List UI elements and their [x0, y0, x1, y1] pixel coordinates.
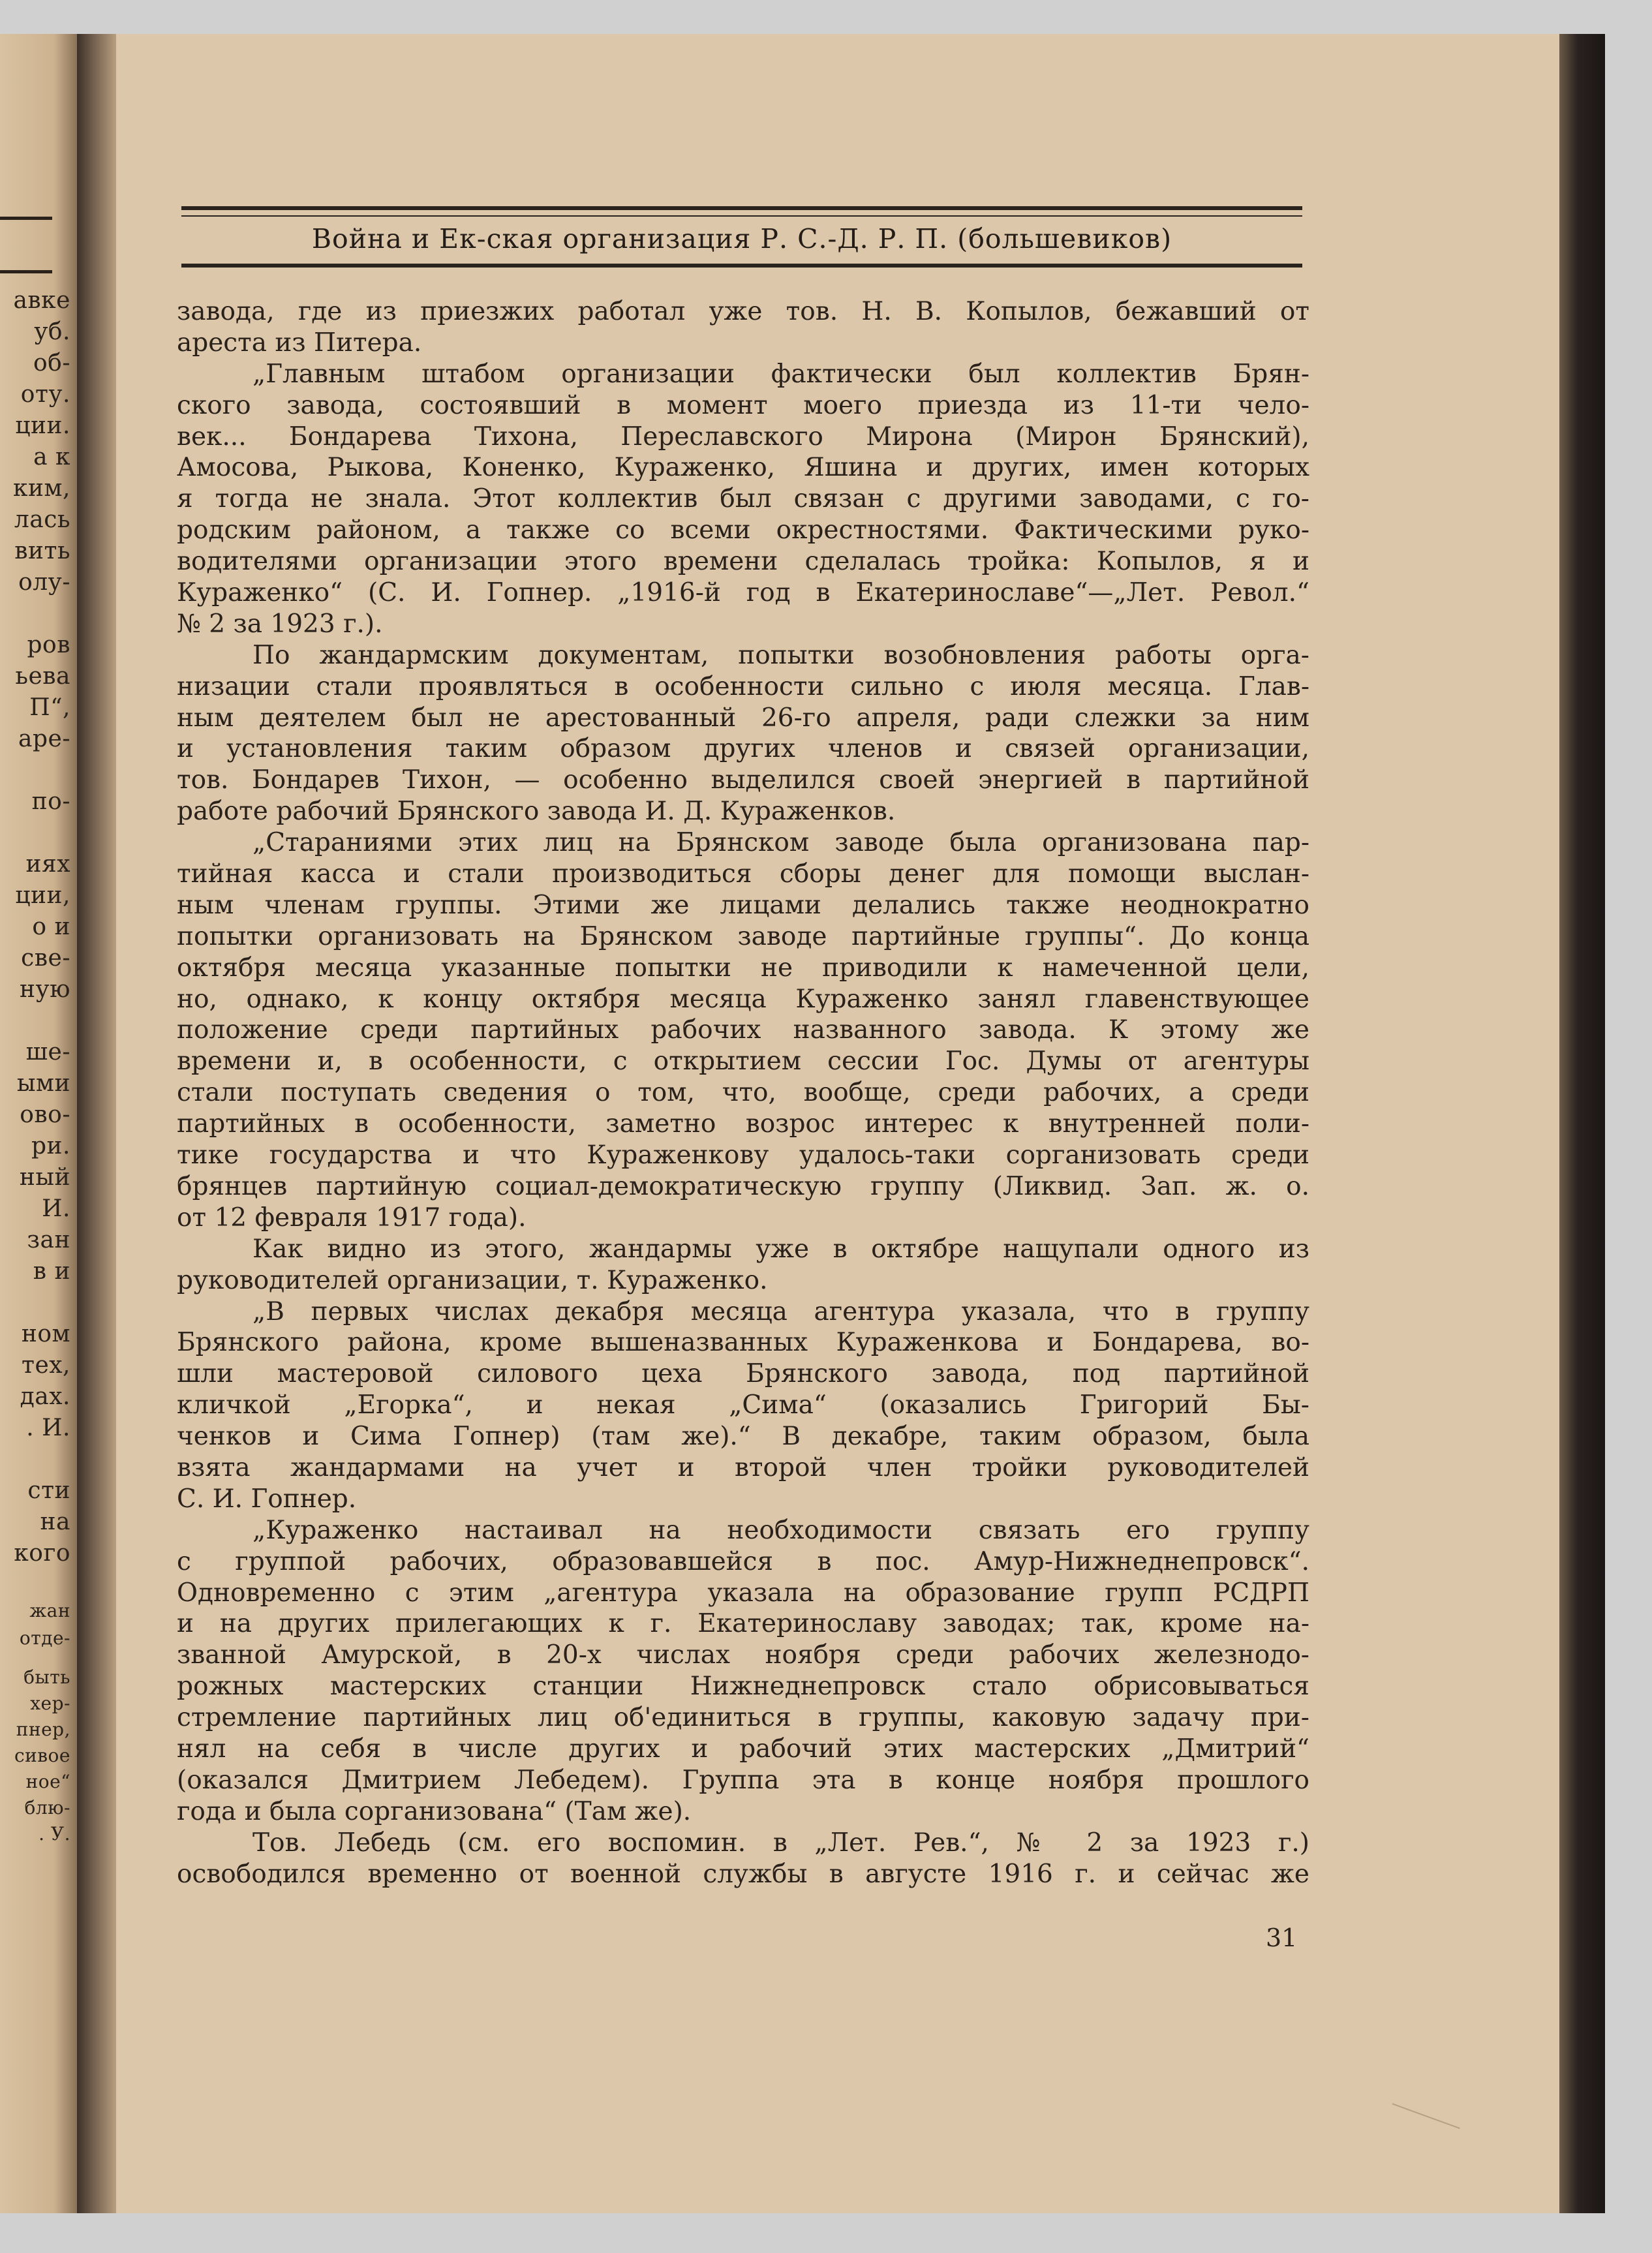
text-line: ского завода, состоявший в момент моего приезда из 11-ти чело- [177, 390, 1309, 420]
left-page-fragment: све- [21, 945, 70, 972]
text-line: рожных мастерских станции Нижнеднепровск стало обрисовываться [177, 1672, 1309, 1702]
text-line: шли мастеровой силового цеха Брянского завода, под партийной [177, 1359, 1309, 1389]
text-line: тике государства и что Кураженкову удалось-таки сорганизовать среди [177, 1141, 1309, 1171]
header-rule-bottom [181, 264, 1302, 268]
left-page-fragment: блю- [24, 1797, 70, 1818]
left-page-fragment: о и [32, 913, 70, 940]
left-page-fragment: быть [23, 1666, 70, 1688]
page [116, 34, 1559, 2213]
text-line: Кураженко“ (С. И. Гопнер. „1916-й год в Екатеринославе“—„Лет. Револ.“ [177, 578, 1309, 608]
text-line: завода, где из приезжих работал уже тов. Н. В. Копылов, бежавший от [177, 297, 1309, 326]
left-page-fragment: ше- [25, 1039, 70, 1065]
text-line: с группой рабочих, образовавшейся в пос. Амур-Нижнеднепровск“. [177, 1546, 1309, 1576]
left-page-fragment: олу- [18, 569, 70, 596]
left-page-fragment: . У. [38, 1823, 70, 1845]
left-page-fragment: вить [14, 538, 70, 564]
left-page-fragment: об- [33, 350, 70, 376]
header-rule-top [181, 206, 1302, 210]
left-page-fragment: пнер, [16, 1719, 70, 1740]
text-line: родским районом, а также со всеми окрестностями. Фактическими руко- [177, 515, 1309, 545]
text-line: век... Бондарева Тихона, Переславского Мирона (Мирон Брянский), [177, 421, 1309, 452]
text-line: тов. Бондарев Тихон, — особенно выделился своей энергией в партийной [177, 765, 1309, 795]
text-line: низации стали проявляться в особенности сильно с июля месяца. Глав- [177, 671, 1309, 701]
left-page-fragment: дах. [20, 1383, 70, 1410]
text-line: брянцев партийную социал-демократическую группу (Ликвид. Зап. ж. о. [177, 1171, 1309, 1201]
left-page-rule-bottom [0, 270, 52, 273]
left-page-fragment: оту. [20, 381, 70, 408]
text-line: водителями организации этого времени сделалась тройка: Копылов, я и [177, 547, 1309, 577]
text-line: званной Амурской, в 20-х числах ноября среди рабочих железнодо- [177, 1640, 1309, 1670]
text-line: ареста из Питера. [177, 328, 422, 358]
text-line: освободился временно от военной службы в августе 1916 г. и сейчас же [177, 1859, 1309, 1889]
text-line: „В первых числах декабря месяца агентура указала, что в группу [252, 1296, 1309, 1326]
left-page-fragment: ное“ [25, 1771, 70, 1792]
text-line: работе рабочий Брянского завода И. Д. Кураженков. [177, 797, 896, 827]
text-line: „Главным штабом организации фактически был коллектив Брян- [252, 359, 1309, 389]
text-line: Одновременно с этим „агентура указала на образование групп РСДРП [177, 1578, 1309, 1608]
text-line: стали поступать сведения о том, что, вообще, среди рабочих, а среди [177, 1078, 1309, 1108]
text-line: (оказался Дмитрием Лебедем). Группа эта в конце ноября прошлого [177, 1765, 1309, 1795]
text-line: Как видно из этого, жандармы уже в октябре нащупали одного из [252, 1234, 1309, 1264]
text-line: от 12 февраля 1917 года). [177, 1203, 527, 1233]
text-line: „Кураженко настаивал на необходимости связать его группу [252, 1515, 1309, 1545]
left-page-fragment: ьева [15, 663, 70, 690]
text-line: № 2 за 1923 г.). [177, 609, 383, 639]
left-page-fragment: уб. [34, 318, 70, 345]
text-line: и на других прилегающих к г. Екатеринославу заводах; так, кроме на- [177, 1609, 1309, 1639]
text-line: нял на себя в числе других и рабочий этих мастерских „Дмитрий“ [177, 1734, 1309, 1764]
page-number: 31 [1266, 1923, 1298, 1952]
left-page-fragment: кого [14, 1540, 70, 1567]
text-line: ченков и Сима Гопнер) (там же).“ В декабре, таким образом, была [177, 1422, 1309, 1452]
left-page-fragment: И. [42, 1195, 70, 1222]
left-page-fragment: ким, [13, 475, 70, 502]
left-page-rule-top [0, 217, 52, 220]
left-page-fragment: на [40, 1509, 70, 1535]
left-page-fragment: авке [13, 287, 70, 314]
text-line: времени и, в особенности, с открытием сессии Гос. Думы от агентуры [177, 1047, 1309, 1077]
left-page-fragment: по- [31, 788, 70, 815]
left-page-fragment: ово- [20, 1101, 70, 1128]
left-page-fragment: хер- [30, 1693, 70, 1714]
text-line: тийная касса и стали производиться сборы денег для помощи выслан- [177, 859, 1309, 889]
left-page-fragment: ров [27, 632, 70, 658]
text-line: но, однако, к концу октября месяца Кураженко занял главенствующее [177, 984, 1309, 1014]
text-line: Брянского района, кроме вышеназванных Кураженкова и Бондарева, во- [177, 1328, 1309, 1358]
left-page-fragment: ции. [15, 412, 70, 439]
left-page-fragment: в и [33, 1258, 70, 1285]
left-page-fragment: П“, [29, 694, 70, 721]
left-page-fragment: жан [29, 1600, 70, 1621]
text-line: Амосова, Рыкова, Коненко, Кураженко, Яшина и других, имен которых [177, 453, 1309, 483]
text-line: я тогда не знала. Этот коллектив был связан с другими заводами, с го- [177, 484, 1309, 514]
text-line: руководителей организации, т. Кураженко. [177, 1265, 768, 1295]
left-facing-page [0, 34, 77, 2213]
left-page-fragment: ыми [16, 1070, 70, 1097]
text-line: и установления таким образом других членов и связей организации, [177, 734, 1309, 764]
text-line: попытки организовать на Брянском заводе партийные группы“. До конца [177, 921, 1309, 951]
text-line: „Стараниями этих лиц на Брянском заводе была организована пар- [252, 828, 1309, 858]
left-page-fragment: отде- [19, 1627, 70, 1649]
left-page-fragment: зан [27, 1227, 70, 1253]
left-page-fragment: ри. [31, 1133, 70, 1159]
left-page-fragment: а к [33, 444, 70, 470]
left-page-fragment: иях [25, 851, 70, 878]
text-line: По жандармским документам, попытки возобновления работы орга- [252, 640, 1309, 670]
text-line: ным деятелем был не арестованный 26-го апреля, ради слежки за ним [177, 703, 1309, 733]
text-line: стремление партийных лиц об'единиться в группы, каковую задачу при- [177, 1703, 1309, 1733]
left-page-fragment: ную [19, 976, 70, 1003]
left-page-fragment: сти [27, 1477, 70, 1504]
text-line: положение среди партийных рабочих названного завода. К этому же [177, 1015, 1309, 1045]
text-line: кличкой „Егорка“, и некая „Сима“ (оказались Григорий Бы- [177, 1390, 1309, 1420]
left-page-fragment: аре- [18, 726, 70, 752]
text-line: партийных в особенности, заметно возрос интерес к внутренней поли- [177, 1109, 1309, 1139]
left-page-fragment: ном [21, 1321, 70, 1347]
paper-mark [1391, 2103, 1460, 2131]
text-line: С. И. Гопнер. [177, 1484, 357, 1514]
left-page-fragment: ный [19, 1164, 70, 1191]
text-line: октября месяца указанные попытки не приводили к намеченной цели, [177, 953, 1309, 983]
text-line: Тов. Лебедь (см. его воспомин. в „Лет. Рев.“, № 2 за 1923 г.) [252, 1828, 1309, 1858]
text-line: ным членам группы. Этими же лицами делались также неоднократно [177, 890, 1309, 920]
left-page-fragment: лась [14, 506, 70, 533]
body-text [177, 296, 1309, 1890]
scanned-book-spread [0, 34, 1605, 2213]
left-page-fragment: . И. [26, 1415, 70, 1441]
left-page-fragment: сивое [14, 1745, 70, 1766]
left-page-fragment: тех, [22, 1352, 70, 1379]
book-edge [1559, 34, 1605, 2213]
text-line: взята жандармами на учет и второй член тройки руководителей [177, 1452, 1309, 1482]
left-page-fragment: ции, [15, 882, 70, 909]
header-rule-thin [181, 215, 1302, 217]
text-line: года и была сорганизована“ (Там же). [177, 1796, 692, 1826]
running-head: Война и Ек-ская организация Р. С.-Д. Р. П. (большевиков) [311, 223, 1172, 254]
book-gutter [77, 34, 116, 2213]
